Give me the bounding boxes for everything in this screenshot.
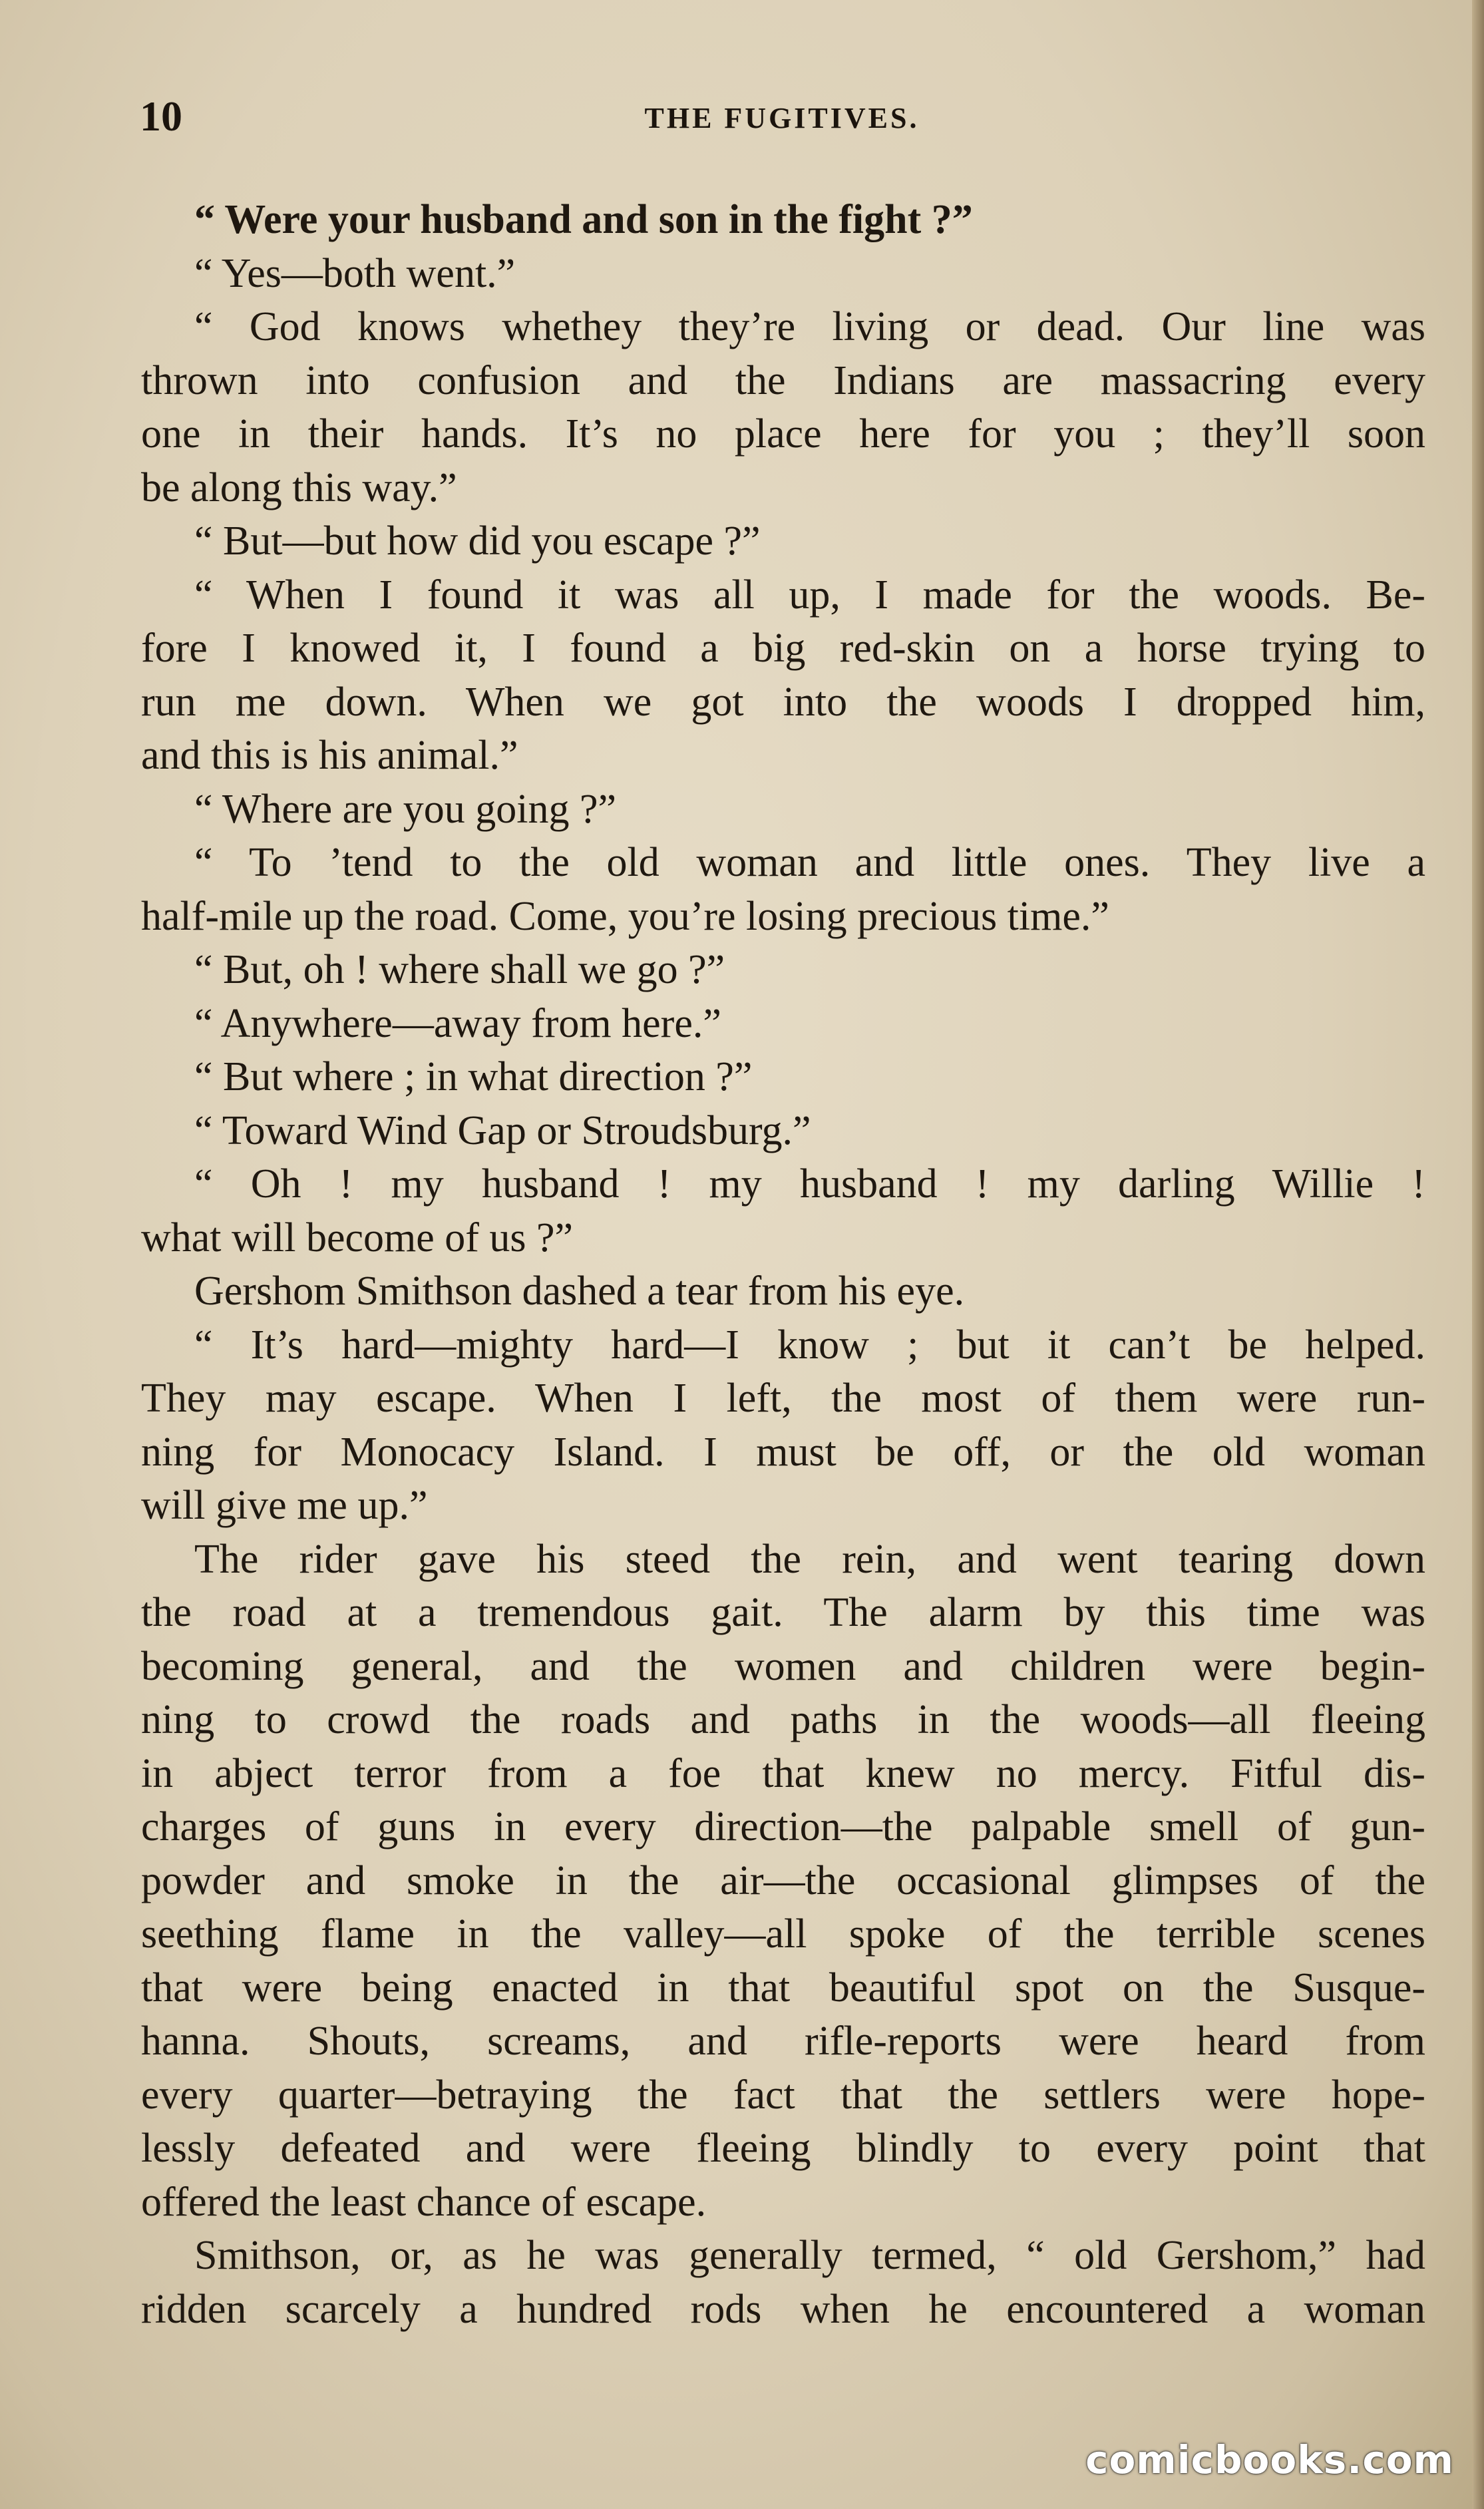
body-text: [141, 193, 1425, 2336]
text-line: “ Toward Wind Gap or Stroudsburg.”: [194, 1107, 811, 1153]
text-line: powder and smoke in the air—the occasional glimpses of the: [141, 1857, 1425, 1903]
text-line: “ Yes—both went.”: [194, 250, 516, 296]
text-line: They may escape. When I left, the most of them were run-: [141, 1376, 1425, 1421]
text-line: thrown into confusion and the Indians are massacring every: [141, 357, 1425, 403]
text-line: every quarter—betraying the fact that the settlers were hope-: [141, 2072, 1425, 2118]
text-line: becoming general, and the women and children were begin-: [141, 1643, 1425, 1689]
text-line: “ Oh ! my husband ! my husband ! my darling Willie !: [194, 1161, 1425, 1207]
text-line: “ But, oh ! where shall we go ?”: [194, 947, 725, 992]
text-line: “ But—but how did you escape ?”: [194, 518, 761, 564]
watermark: comicbooks.com: [1085, 2437, 1454, 2482]
text-line: ning for Monocacy Island. I must be off, or the old woman: [141, 1429, 1425, 1475]
text-line: seething flame in the valley—all spoke of the terrible scenes: [141, 1911, 1425, 1957]
text-line: Smithson, or, as he was generally termed, “ old Gershom,” had: [194, 2233, 1425, 2278]
running-head: THE FUGITIVES.: [644, 102, 920, 134]
text-line: charges of guns in every direction—the palpable smell of gun-: [141, 1804, 1425, 1849]
text-line: ning to crowd the roads and paths in the woods—all fleeing: [141, 1697, 1425, 1742]
text-line: one in their hands. It’s no place here for you ; they’ll soon: [141, 411, 1425, 457]
text-line: “ God knows whethey they’re living or dead. Our line was: [194, 304, 1425, 349]
text-line: hanna. Shouts, screams, and rifle-reports were heard from: [141, 2019, 1425, 2064]
text-line: run me down. When we got into the woods I dropped him,: [141, 679, 1425, 725]
text-line: The rider gave his steed the rein, and went tearing down: [194, 1536, 1425, 1582]
text-line: fore I knowed it, I found a big red-skin on a horse trying to: [141, 626, 1425, 671]
page-header: [140, 87, 1424, 146]
text-line: will give me up.”: [141, 1483, 428, 1528]
text-line: “ But where ; in what direction ?”: [194, 1054, 753, 1099]
text-line: the road at a tremendous gait. The alarm by this time was: [141, 1590, 1425, 1635]
text-line: “ When I found it was all up, I made for the woods. Be-: [194, 572, 1425, 618]
text-line: “ It’s hard—mighty hard—I know ; but it can’t be helped.: [194, 1322, 1425, 1368]
text-line: that were being enacted in that beautiful spot on the Susque-: [141, 1965, 1425, 2011]
text-line: offered the least chance of escape.: [141, 2179, 707, 2225]
text-line: and this is his animal.”: [141, 733, 518, 778]
text-line: be along this way.”: [141, 465, 457, 510]
text-line: half-mile up the road. Come, you’re losing precious time.”: [141, 893, 1109, 939]
page-edge: [1472, 0, 1484, 2509]
text-line: lessly defeated and were fleeing blindly to every point that: [141, 2126, 1425, 2171]
text-line: “ To ’tend to the old woman and little ones. They live a: [194, 840, 1425, 885]
page-number: 10: [140, 93, 182, 140]
text-line: ridden scarcely a hundred rods when he encountered a woman: [141, 2286, 1425, 2332]
text-line: “ Where are you going ?”: [194, 786, 617, 832]
text-line: “ Anywhere—away from here.”: [194, 1000, 721, 1046]
text-line: in abject terror from a foe that knew no mercy. Fitful dis-: [141, 1750, 1425, 1796]
text-line: what will become of us ?”: [141, 1215, 574, 1260]
text-line: Gershom Smithson dashed a tear from his eye.: [194, 1268, 965, 1314]
text-line: “ Were your husband and son in the fight ?”: [194, 197, 973, 242]
